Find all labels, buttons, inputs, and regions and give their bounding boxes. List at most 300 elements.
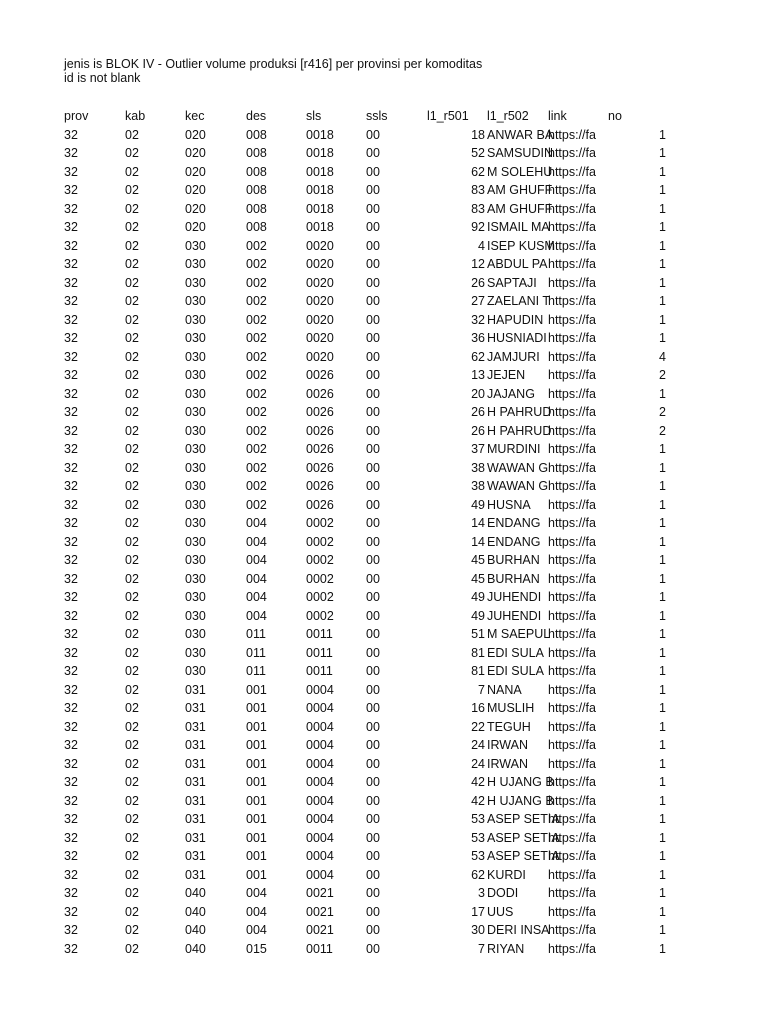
table-row [0, 644, 768, 663]
cell-prov: 32 [64, 516, 78, 530]
cell-sls: 0026 [306, 386, 334, 401]
cell-prov: 32 [64, 331, 78, 345]
cell-kec: 030 [185, 479, 206, 493]
cell-des: 008 [246, 127, 267, 142]
cell-kab: 02 [125, 812, 139, 826]
cell-link[interactable]: https://fa [548, 534, 596, 549]
cell-sls: 0020 [306, 294, 334, 308]
cell-link[interactable]: https://fa [548, 701, 596, 715]
cell-l1-r501: 45 [471, 571, 485, 586]
cell-prov: 32 [64, 201, 78, 216]
cell-link[interactable]: https://fa [548, 849, 596, 863]
table-row [0, 718, 768, 737]
cell-link[interactable]: https://fa [548, 516, 596, 530]
cell-link[interactable]: https://fa [548, 682, 596, 697]
cell-ssls: 00 [366, 386, 380, 401]
cell-des: 011 [246, 645, 266, 660]
cell-link[interactable]: https://fa [548, 590, 596, 604]
table-row [0, 422, 768, 441]
cell-prov: 32 [64, 941, 78, 956]
cell-kec: 030 [185, 590, 206, 604]
cell-link[interactable]: https://fa [548, 312, 596, 327]
cell-l1-r501: 3 [478, 886, 485, 900]
cell-link[interactable]: https://fa [548, 257, 596, 271]
cell-l1-r501: 17 [471, 904, 485, 919]
table-row [0, 181, 768, 200]
cell-l1-r502: AM GHUFF [487, 183, 553, 197]
cell-sls: 0020 [306, 238, 334, 253]
cell-sls: 0011 [306, 941, 333, 956]
cell-kec: 040 [185, 941, 206, 956]
cell-link[interactable]: https://fa [548, 164, 596, 179]
cell-prov: 32 [64, 571, 78, 586]
cell-link[interactable]: https://fa [548, 571, 596, 586]
cell-prov: 32 [64, 442, 78, 456]
cell-des: 004 [246, 590, 267, 604]
cell-link[interactable]: https://fa [548, 460, 596, 475]
cell-l1-r501: 26 [471, 423, 485, 438]
cell-sls: 0002 [306, 553, 334, 567]
cell-kab: 02 [125, 534, 139, 549]
cell-kab: 02 [125, 442, 139, 456]
column-header-sls: sls [306, 109, 322, 123]
table-row [0, 810, 768, 829]
cell-link[interactable]: https://fa [548, 423, 596, 438]
cell-l1-r501: 62 [471, 867, 485, 882]
cell-kec: 031 [185, 867, 206, 882]
cell-prov: 32 [64, 479, 78, 493]
cell-des: 002 [246, 275, 267, 290]
cell-kec: 030 [185, 664, 206, 678]
cell-sls: 0004 [306, 830, 334, 845]
cell-kec: 030 [185, 275, 206, 290]
cell-des: 002 [246, 442, 267, 456]
cell-prov: 32 [64, 127, 78, 142]
cell-no: 1 [659, 146, 666, 160]
cell-link[interactable]: https://fa [548, 830, 596, 845]
cell-link[interactable]: https://fa [548, 664, 596, 678]
table-row [0, 403, 768, 422]
cell-link[interactable]: https://fa [548, 201, 596, 216]
cell-kab: 02 [125, 146, 139, 160]
cell-ssls: 00 [366, 423, 380, 438]
table-row [0, 681, 768, 700]
cell-des: 002 [246, 312, 267, 327]
cell-link[interactable]: https://fa [548, 941, 596, 956]
cell-l1-r502: HAPUDIN [487, 312, 544, 327]
table-row [0, 607, 768, 626]
cell-sls: 0004 [306, 849, 334, 863]
cell-link[interactable]: https://fa [548, 719, 596, 734]
cell-sls: 0026 [306, 368, 334, 382]
cell-l1-r501: 51 [471, 627, 485, 641]
cell-ssls: 00 [366, 849, 380, 863]
cell-des: 002 [246, 460, 267, 475]
cell-l1-r501: 53 [471, 830, 485, 845]
cell-kab: 02 [125, 756, 139, 771]
cell-des: 004 [246, 608, 267, 623]
cell-no: 1 [659, 701, 666, 715]
cell-kec: 031 [185, 682, 206, 697]
cell-l1-r501: 81 [471, 664, 485, 678]
cell-link[interactable]: https://fa [548, 275, 596, 290]
cell-kec: 030 [185, 571, 206, 586]
cell-sls: 0018 [306, 201, 334, 216]
cell-ssls: 00 [366, 534, 380, 549]
cell-kec: 020 [185, 201, 206, 216]
cell-l1-r502: BURHAN [487, 553, 540, 567]
cell-l1-r502: M SAEPUL [487, 627, 551, 641]
cell-kab: 02 [125, 516, 139, 530]
cell-no: 1 [659, 738, 666, 752]
cell-no: 1 [659, 442, 666, 456]
cell-no: 1 [659, 497, 666, 512]
cell-kab: 02 [125, 793, 139, 808]
table-row [0, 736, 768, 755]
cell-sls: 0004 [306, 867, 334, 882]
cell-ssls: 00 [366, 830, 380, 845]
cell-prov: 32 [64, 682, 78, 697]
cell-link[interactable]: https://fa [548, 923, 596, 937]
cell-kec: 030 [185, 331, 206, 345]
cell-no: 1 [659, 682, 666, 697]
cell-des: 008 [246, 146, 267, 160]
cell-kec: 031 [185, 738, 206, 752]
cell-l1-r501: 62 [471, 349, 485, 364]
data-table [0, 107, 768, 958]
cell-l1-r502: H PAHRUD [487, 423, 552, 438]
column-header-no: no [608, 109, 622, 123]
cell-ssls: 00 [366, 479, 380, 493]
cell-ssls: 00 [366, 312, 380, 327]
cell-l1-r501: 36 [471, 331, 485, 345]
cell-link[interactable]: https://fa [548, 645, 596, 660]
cell-prov: 32 [64, 886, 78, 900]
cell-link[interactable]: https://fa [548, 497, 596, 512]
cell-des: 001 [246, 701, 267, 715]
cell-des: 001 [246, 738, 267, 752]
table-row [0, 551, 768, 570]
column-header-kec: kec [185, 109, 205, 123]
cell-prov: 32 [64, 349, 78, 364]
cell-des: 002 [246, 386, 267, 401]
cell-no: 2 [659, 368, 666, 382]
cell-no: 1 [659, 775, 666, 789]
cell-link[interactable]: https://fa [548, 220, 596, 234]
cell-kec: 031 [185, 719, 206, 734]
table-row [0, 348, 768, 367]
cell-prov: 32 [64, 645, 78, 660]
cell-link[interactable]: https://fa [548, 442, 596, 456]
cell-prov: 32 [64, 627, 78, 641]
cell-kab: 02 [125, 183, 139, 197]
column-header-des: des [246, 109, 267, 123]
cell-link[interactable]: https://fa [548, 886, 596, 900]
cell-l1-r502: UUS [487, 904, 514, 919]
cell-sls: 0004 [306, 719, 334, 734]
cell-prov: 32 [64, 923, 78, 937]
cell-l1-r502: NANA [487, 682, 522, 697]
cell-kab: 02 [125, 941, 139, 956]
cell-kab: 02 [125, 775, 139, 789]
cell-kab: 02 [125, 849, 139, 863]
cell-prov: 32 [64, 775, 78, 789]
cell-kab: 02 [125, 664, 139, 678]
cell-des: 001 [246, 793, 267, 808]
cell-prov: 32 [64, 183, 78, 197]
cell-link[interactable]: https://fa [548, 608, 596, 623]
cell-kec: 031 [185, 812, 206, 826]
table-row [0, 329, 768, 348]
cell-no: 1 [659, 553, 666, 567]
cell-kab: 02 [125, 220, 139, 234]
column-header-l1-r501: l1_r501 [427, 109, 469, 123]
cell-ssls: 00 [366, 867, 380, 882]
cell-no: 1 [659, 460, 666, 475]
cell-ssls: 00 [366, 294, 380, 308]
cell-link[interactable]: https://fa [548, 146, 596, 160]
cell-kec: 020 [185, 127, 206, 142]
table-row [0, 866, 768, 885]
filter-description: jenis is BLOK IV - Outlier volume produksi [r416] per provinsi per komoditas [64, 57, 483, 71]
cell-l1-r501: 24 [471, 756, 485, 771]
cell-link[interactable]: https://fa [548, 775, 596, 789]
cell-ssls: 00 [366, 627, 380, 641]
cell-link[interactable]: https://fa [548, 127, 596, 142]
cell-sls: 0011 [306, 627, 333, 641]
cell-ssls: 00 [366, 368, 380, 382]
cell-no: 2 [659, 405, 666, 419]
cell-ssls: 00 [366, 497, 380, 512]
cell-kab: 02 [125, 867, 139, 882]
filter-condition: id is not blank [64, 71, 141, 85]
cell-sls: 0020 [306, 275, 334, 290]
cell-l1-r502: RIYAN [487, 941, 525, 956]
cell-l1-r501: 45 [471, 553, 485, 567]
cell-l1-r501: 53 [471, 812, 485, 826]
cell-sls: 0002 [306, 571, 334, 586]
cell-kab: 02 [125, 386, 139, 401]
cell-kab: 02 [125, 201, 139, 216]
cell-l1-r502: ISEP KUSM [487, 238, 555, 253]
cell-sls: 0004 [306, 682, 334, 697]
table-row [0, 200, 768, 219]
cell-kab: 02 [125, 701, 139, 715]
cell-link[interactable]: https://fa [548, 349, 596, 364]
table-row [0, 921, 768, 940]
cell-sls: 0026 [306, 479, 334, 493]
cell-l1-r502: M SOLEHU [487, 164, 553, 179]
table-row [0, 940, 768, 959]
cell-prov: 32 [64, 220, 78, 234]
cell-des: 001 [246, 867, 267, 882]
cell-sls: 0018 [306, 220, 334, 234]
cell-ssls: 00 [366, 812, 380, 826]
cell-ssls: 00 [366, 590, 380, 604]
cell-no: 1 [659, 590, 666, 604]
cell-sls: 0018 [306, 146, 334, 160]
cell-link[interactable]: https://fa [548, 904, 596, 919]
cell-prov: 32 [64, 812, 78, 826]
cell-kec: 030 [185, 553, 206, 567]
table-row [0, 126, 768, 145]
cell-des: 002 [246, 405, 267, 419]
cell-link[interactable]: https://fa [548, 867, 596, 882]
cell-l1-r502: ENDANG [487, 534, 541, 549]
cell-link[interactable]: https://fa [548, 368, 596, 382]
column-header-l1-r502: l1_r502 [487, 109, 529, 123]
cell-l1-r501: 49 [471, 590, 485, 604]
cell-l1-r501: 26 [471, 275, 485, 290]
cell-l1-r502: JUHENDI [487, 590, 542, 604]
cell-l1-r501: 20 [471, 386, 485, 401]
table-row [0, 144, 768, 163]
cell-sls: 0026 [306, 423, 334, 438]
cell-ssls: 00 [366, 756, 380, 771]
cell-prov: 32 [64, 275, 78, 290]
cell-ssls: 00 [366, 793, 380, 808]
cell-kec: 030 [185, 645, 206, 660]
table-row [0, 366, 768, 385]
table-row [0, 163, 768, 182]
cell-prov: 32 [64, 164, 78, 179]
cell-ssls: 00 [366, 442, 380, 456]
cell-l1-r502: WAWAN G [487, 460, 549, 475]
cell-no: 1 [659, 812, 666, 826]
cell-prov: 32 [64, 867, 78, 882]
cell-link[interactable]: https://fa [548, 479, 596, 493]
cell-no: 1 [659, 886, 666, 900]
cell-des: 002 [246, 497, 267, 512]
table-row [0, 459, 768, 478]
cell-kec: 031 [185, 701, 206, 715]
cell-l1-r501: 7 [478, 941, 485, 956]
cell-l1-r502: IRWAN [487, 738, 528, 752]
table-row [0, 884, 768, 903]
table-header-row [0, 107, 768, 126]
cell-prov: 32 [64, 405, 78, 419]
cell-no: 1 [659, 257, 666, 271]
column-header-link: link [548, 109, 567, 123]
cell-kab: 02 [125, 349, 139, 364]
cell-l1-r501: 7 [478, 682, 485, 697]
cell-l1-r502: EDI SULA [487, 664, 544, 678]
table-row [0, 311, 768, 330]
cell-des: 004 [246, 516, 267, 530]
cell-l1-r501: 27 [471, 294, 485, 308]
cell-sls: 0002 [306, 608, 334, 623]
cell-l1-r502: ASEP SETIA [487, 849, 560, 863]
cell-link[interactable]: https://fa [548, 386, 596, 401]
cell-l1-r502: SAMSUDIN [487, 146, 553, 160]
cell-no: 1 [659, 312, 666, 327]
cell-link[interactable]: https://fa [548, 238, 596, 253]
cell-link[interactable]: https://fa [548, 331, 596, 345]
table-row [0, 514, 768, 533]
cell-prov: 32 [64, 294, 78, 308]
cell-kec: 030 [185, 238, 206, 253]
cell-kec: 031 [185, 830, 206, 845]
cell-no: 1 [659, 719, 666, 734]
cell-des: 004 [246, 923, 267, 937]
cell-no: 1 [659, 867, 666, 882]
cell-sls: 0026 [306, 442, 334, 456]
cell-des: 011 [246, 627, 266, 641]
table-row [0, 477, 768, 496]
cell-prov: 32 [64, 608, 78, 623]
cell-ssls: 00 [366, 645, 380, 660]
cell-link[interactable]: https://fa [548, 812, 596, 826]
cell-sls: 0018 [306, 127, 334, 142]
cell-des: 002 [246, 257, 267, 271]
cell-link[interactable]: https://fa [548, 294, 596, 308]
cell-no: 1 [659, 904, 666, 919]
cell-ssls: 00 [366, 405, 380, 419]
cell-l1-r501: 14 [471, 516, 485, 530]
cell-l1-r501: 22 [471, 719, 485, 734]
cell-link[interactable]: https://fa [548, 183, 596, 197]
cell-no: 1 [659, 756, 666, 771]
cell-kab: 02 [125, 460, 139, 475]
cell-l1-r502: ZAELANI T [487, 294, 550, 308]
cell-no: 1 [659, 793, 666, 808]
cell-l1-r502: AM GHUFF [487, 201, 553, 216]
cell-prov: 32 [64, 701, 78, 715]
cell-sls: 0020 [306, 312, 334, 327]
table-row [0, 440, 768, 459]
cell-no: 1 [659, 164, 666, 179]
cell-l1-r501: 81 [471, 645, 485, 660]
cell-link[interactable]: https://fa [548, 756, 596, 771]
table-row [0, 274, 768, 293]
table-row [0, 829, 768, 848]
cell-kab: 02 [125, 331, 139, 345]
cell-l1-r501: 4 [478, 238, 485, 253]
cell-prov: 32 [64, 830, 78, 845]
cell-kab: 02 [125, 645, 139, 660]
cell-no: 1 [659, 201, 666, 216]
cell-des: 002 [246, 238, 267, 253]
cell-sls: 0020 [306, 331, 334, 345]
cell-l1-r502: H PAHRUD [487, 405, 552, 419]
cell-ssls: 00 [366, 220, 380, 234]
table-row [0, 755, 768, 774]
cell-kec: 020 [185, 183, 206, 197]
cell-link[interactable]: https://fa [548, 405, 596, 419]
cell-l1-r501: 12 [471, 257, 485, 271]
cell-no: 1 [659, 849, 666, 863]
table-row [0, 570, 768, 589]
cell-kab: 02 [125, 405, 139, 419]
cell-l1-r501: 92 [471, 220, 485, 234]
cell-link[interactable]: https://fa [548, 627, 596, 641]
cell-prov: 32 [64, 257, 78, 271]
cell-link[interactable]: https://fa [548, 793, 596, 808]
cell-kec: 030 [185, 627, 206, 641]
cell-no: 1 [659, 386, 666, 401]
cell-l1-r501: 42 [471, 775, 485, 789]
cell-kab: 02 [125, 627, 139, 641]
cell-l1-r501: 16 [471, 701, 485, 715]
cell-ssls: 00 [366, 146, 380, 160]
cell-l1-r501: 32 [471, 312, 485, 327]
cell-l1-r502: HUSNIADI [487, 331, 547, 345]
cell-no: 1 [659, 294, 666, 308]
cell-link[interactable]: https://fa [548, 553, 596, 567]
cell-link[interactable]: https://fa [548, 738, 596, 752]
cell-no: 2 [659, 423, 666, 438]
cell-l1-r502: MURDINI [487, 442, 541, 456]
